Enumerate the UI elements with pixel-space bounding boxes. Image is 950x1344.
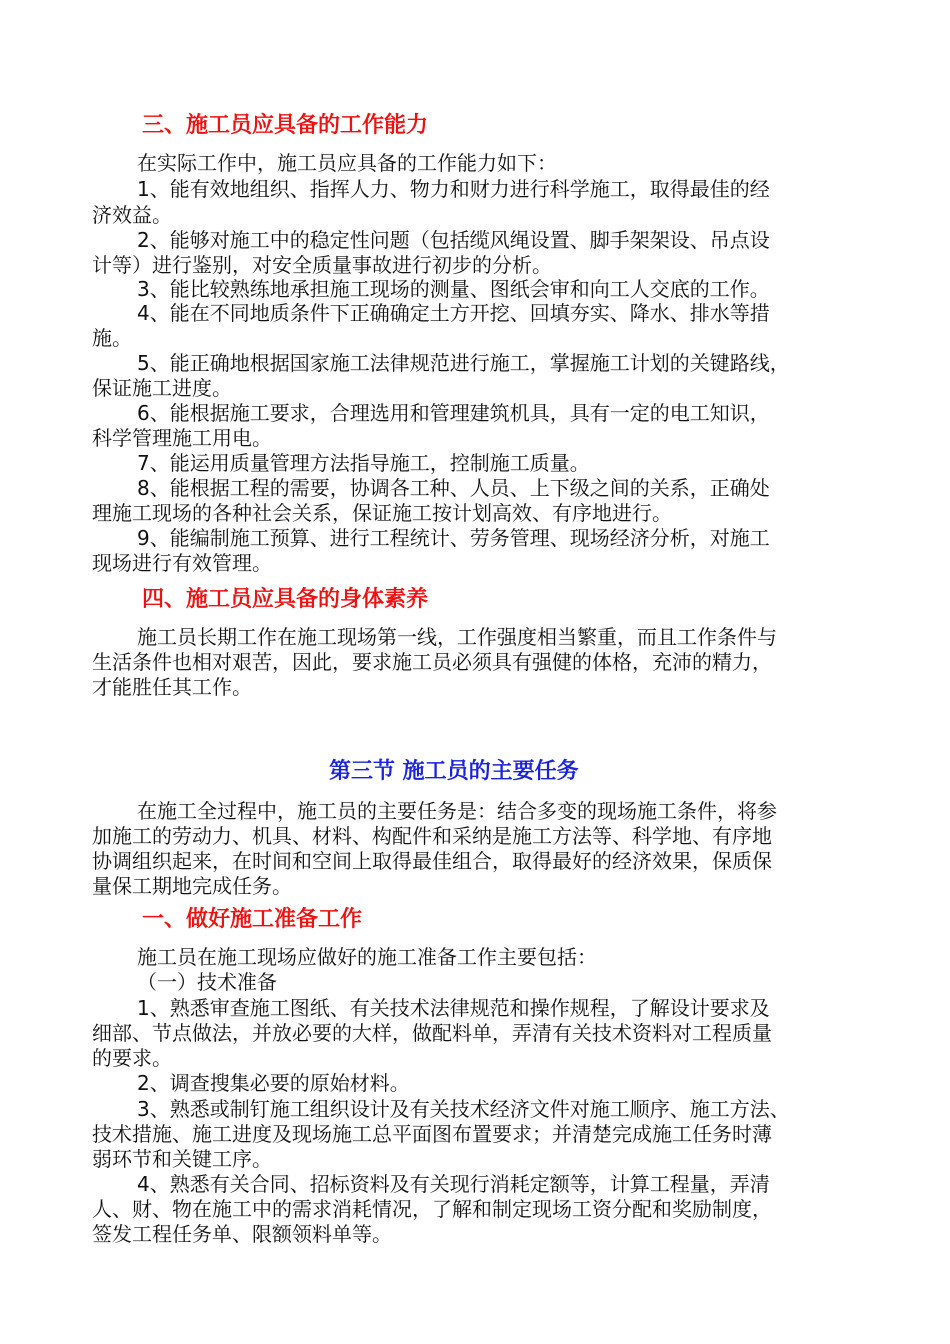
list-item-line: 细部、节点做法，并放必要的大样，做配料单，弄清有关技术资料对工程质量 — [92, 1021, 772, 1045]
subheading-line: （一）技术准备 — [137, 970, 277, 994]
paragraph-line: 生活条件也相对艰苦，因此，要求施工员必须具有强健的体格，充沛的精力， — [92, 650, 772, 674]
list-item-line: 5、能正确地根据国家施工法律规范进行施工，掌握施工计划的关键路线， — [137, 351, 790, 375]
list-item-line: 弱环节和关键工序。 — [92, 1147, 272, 1171]
list-item-line: 3、能比较熟练地承担施工现场的测量、图纸会审和向工人交底的工作。 — [137, 277, 770, 301]
list-item-line: 2、能够对施工中的稳定性问题（包括缆风绳设置、脚手架架设、吊点设 — [137, 228, 770, 252]
paragraph-line: 量保工期地完成任务。 — [92, 874, 292, 898]
paragraph-line: 才能胜任其工作。 — [92, 675, 252, 699]
list-item-line: 人、财、物在施工中的需求消耗情况，了解和制定现场工资分配和奖励制度， — [92, 1197, 772, 1221]
section-heading-4: 四、施工员应具备的身体素养 — [142, 587, 429, 612]
paragraph-line: 在实际工作中，施工员应具备的工作能力如下： — [137, 151, 557, 175]
list-item-line: 3、熟悉或制钉施工组织设计及有关技术经济文件对施工顺序、施工方法、 — [137, 1097, 790, 1121]
list-item-line: 1、熟悉审查施工图纸、有关技术法律规范和操作规程，了解设计要求及 — [137, 996, 770, 1020]
list-item-line: 1、能有效地组织、指挥人力、物力和财力进行科学施工，取得最佳的经 — [137, 177, 770, 201]
list-item-line: 理施工现场的各种社会关系，保证施工按计划高效、有序地进行。 — [92, 501, 672, 525]
section-heading-3: 三、施工员应具备的工作能力 — [142, 113, 429, 138]
paragraph-line: 施工员长期工作在施工现场第一线，工作强度相当繁重，而且工作条件与 — [137, 625, 777, 649]
chapter-heading: 第三节 施工员的主要任务 — [329, 759, 579, 784]
list-item-line: 现场进行有效管理。 — [92, 551, 272, 575]
list-item-line: 科学管理施工用电。 — [92, 426, 272, 450]
list-item-line: 7、能运用质量管理方法指导施工，控制施工质量。 — [137, 451, 590, 475]
list-item-line: 6、能根据施工要求，合理选用和管理建筑机具，具有一定的电工知识， — [137, 401, 770, 425]
section-heading-1: 一、做好施工准备工作 — [142, 907, 363, 932]
paragraph-line: 施工员在施工现场应做好的施工准备工作主要包括： — [137, 945, 597, 969]
list-item-line: 济效益。 — [92, 203, 172, 227]
list-item-line: 签发工程任务单、限额领料单等。 — [92, 1222, 392, 1246]
list-item-line: 4、熟悉有关合同、招标资料及有关现行消耗定额等，计算工程量，弄清 — [137, 1172, 770, 1196]
list-item-line: 4、能在不同地质条件下正确确定土方开挖、回填夯实、降水、排水等措 — [137, 301, 770, 325]
list-item-line: 计等）进行鉴别，对安全质量事故进行初步的分析。 — [92, 253, 552, 277]
list-item-line: 9、能编制施工预算、进行工程统计、劳务管理、现场经济分析，对施工 — [137, 526, 770, 550]
list-item-line: 8、能根据工程的需要，协调各工种、人员、上下级之间的关系，正确处 — [137, 476, 770, 500]
list-item-line: 技术措施、施工进度及现场施工总平面图布置要求；并清楚完成施工任务时薄 — [92, 1122, 772, 1146]
list-item-line: 2、调查搜集必要的原始材料。 — [137, 1071, 410, 1095]
paragraph-line: 在施工全过程中，施工员的主要任务是：结合多变的现场施工条件，将参 — [137, 799, 777, 823]
list-item-line: 的要求。 — [92, 1046, 172, 1070]
list-item-line: 保证施工进度。 — [92, 376, 232, 400]
list-item-line: 施。 — [92, 326, 132, 350]
paragraph-line: 协调组织起来，在时间和空间上取得最佳组合，取得最好的经济效果，保质保 — [92, 849, 772, 873]
paragraph-line: 加施工的劳动力、机具、材料、构配件和采纳是施工方法等、科学地、有序地 — [92, 824, 772, 848]
